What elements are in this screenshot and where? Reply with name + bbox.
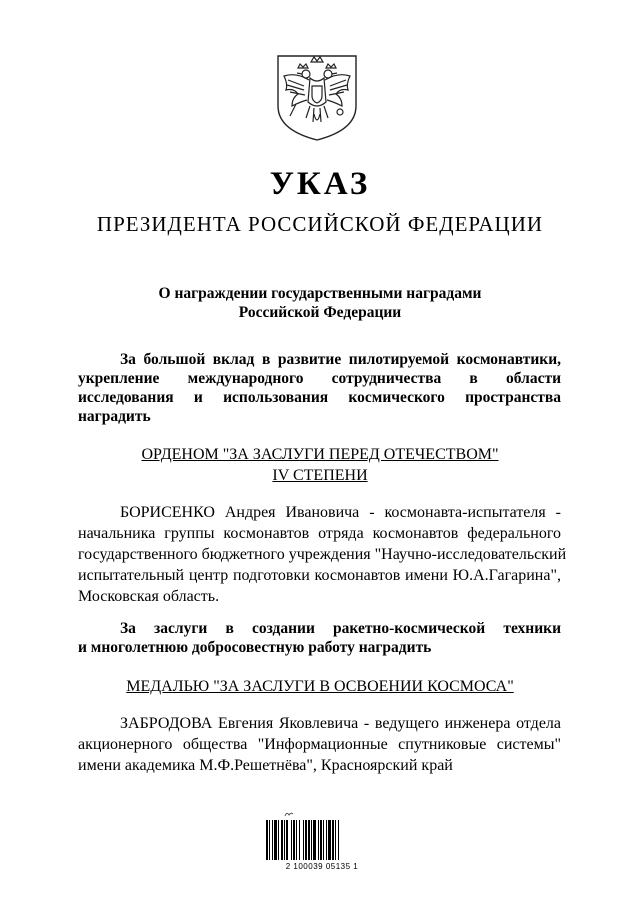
intro-line: и многолетнюю добросовестную работу наградить <box>78 639 432 656</box>
section1-intro <box>78 350 561 426</box>
recipient-borisenko <box>78 502 567 607</box>
recipient-line: акционерного общества "Информационные спутниковые системы" <box>78 736 561 753</box>
barcode <box>266 820 378 860</box>
recipient-zabrodov <box>78 713 561 776</box>
intro-line: За большой вклад в развитие пилотируемой космонавтики, <box>120 351 561 368</box>
recipient-line: Московская область. <box>78 588 220 605</box>
decree-subject <box>0 284 640 322</box>
section2-intro <box>78 619 561 657</box>
intro-line: За заслуги в создании ракетно-космической техники <box>120 620 561 637</box>
recipient-line: испытательный центр подготовки космонавтов имени Ю.А.Гагарина", <box>78 567 561 584</box>
award-degree: IV СТЕПЕНИ <box>272 467 368 484</box>
document-subtitle: ПРЕЗИДЕНТА РОССИЙСКОЙ ФЕДЕРАЦИИ <box>96 212 544 236</box>
subject-line: О награждении государственными наградами <box>158 285 482 302</box>
handwritten-mark <box>284 810 294 818</box>
recipient-line: БОРИСЕНКО Андрея Ивановича - космонавта-испытателя - <box>120 504 561 521</box>
recipient-line: государственного бюджетного учреждения "Научно-исследовательский <box>78 546 567 563</box>
recipient-line: имени академика М.Ф.Решетнёва", Красноярский край <box>78 757 453 774</box>
recipient-line: начальника группы космонавтов отряда космонавтов федерального <box>78 525 561 542</box>
recipient-line: ЗАБРОДОВА Евгения Яковлевича - ведущего инженера отдела <box>120 715 561 732</box>
coat-of-arms-emblem <box>276 54 358 142</box>
award-title: ОРДЕНОМ "ЗА ЗАСЛУГИ ПЕРЕД ОТЕЧЕСТВОМ" <box>141 446 499 463</box>
award-heading-order <box>0 444 640 486</box>
intro-line: укрепление международного сотрудничества в области <box>78 370 561 387</box>
subject-line: Российской Федерации <box>238 304 402 321</box>
intro-line: исследования и использования космического пространства <box>78 389 561 406</box>
document-title: УКАЗ <box>269 166 371 202</box>
barcode-number: 2 100039 05135 1 <box>285 862 359 871</box>
award-title: МЕДАЛЬЮ "ЗА ЗАСЛУГИ В ОСВОЕНИИ КОСМОСА" <box>126 678 514 695</box>
intro-line: наградить <box>78 408 151 425</box>
award-heading-medal <box>0 676 640 697</box>
